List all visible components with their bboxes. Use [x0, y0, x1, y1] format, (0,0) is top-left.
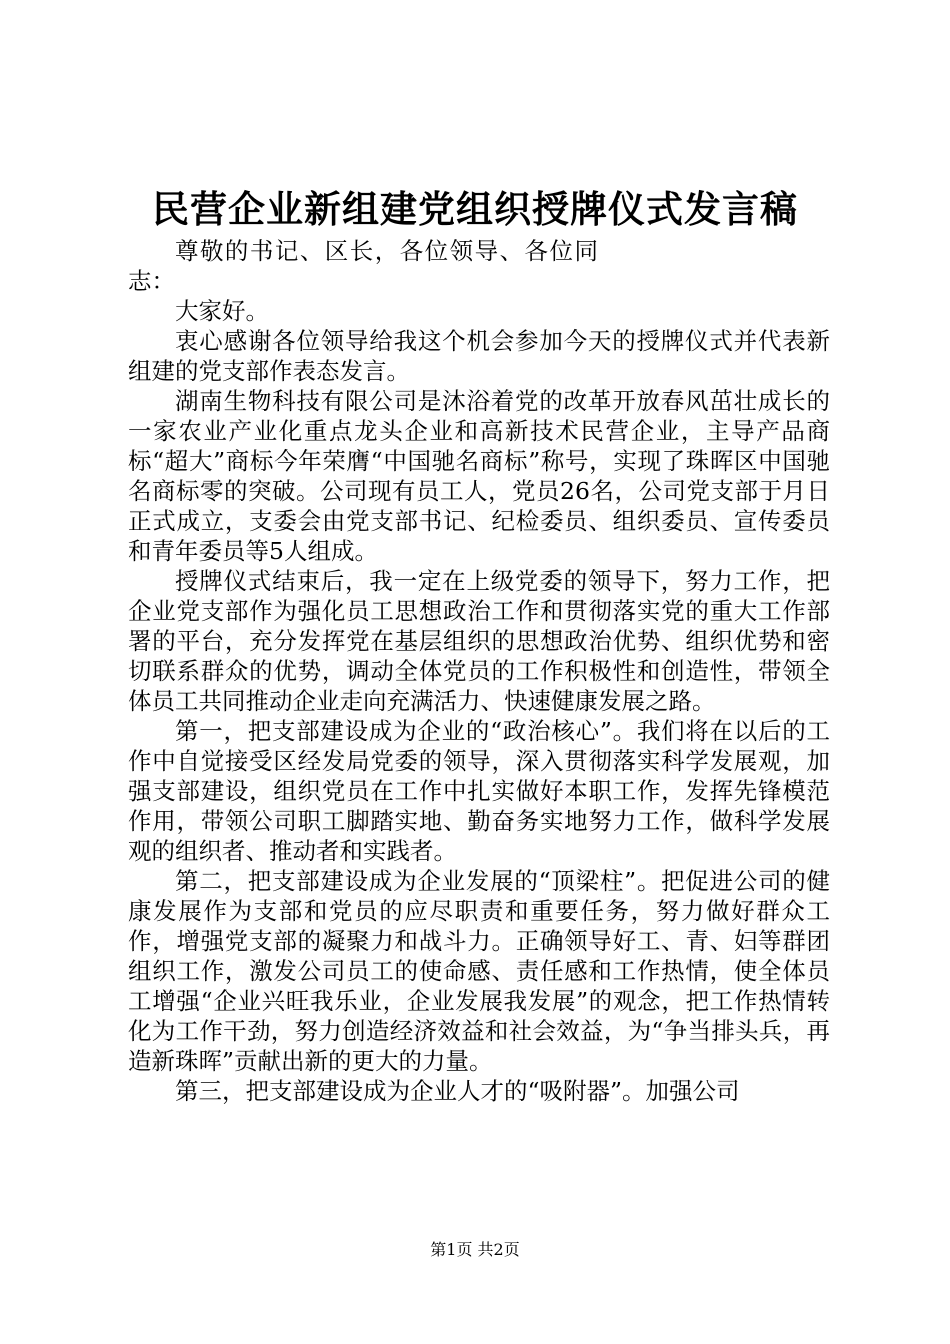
salutation: 尊敬的书记、区长，各位领导、各位同志：	[128, 237, 598, 295]
paragraph-thanks: 衷心感谢各位领导给我这个机会参加今天的授牌仪式并代表新组建的党支部作表态发言。	[128, 327, 830, 385]
paragraph-point-one: 第一，把支部建设成为企业的“政治核心”。我们将在以后的工作中自觉接受区经发局党委的领导，深入贯彻落实科学发展观，加强支部建设，组织党员在工作中扎实做好本职工作，发挥先锋模范作用，带领公司职工脚踏实地、勤奋务实地努力工作，做科学发展观的组织者、推动者和实践者。	[128, 717, 830, 865]
document-body	[128, 236, 830, 1106]
paragraph-point-three: 第三，把支部建设成为企业人才的“吸附器”。加强公司	[175, 1077, 740, 1105]
paragraph-commitment: 授牌仪式结束后，我一定在上级党委的领导下，努力工作，把企业党支部作为强化员工思想政治工作和贯彻落实党的重大工作部署的平台，充分发挥党在基层组织的思想政治优势、组织优势和密切联系群众的优势，调动全体党员的工作积极性和创造性，带领全体员工共同推动企业走向充满活力、快速健康发展之路。	[128, 567, 830, 715]
paragraph-point-two: 第二，把支部建设成为企业发展的“顶梁柱”。把促进公司的健康发展作为支部和党员的应尽职责和重要任务，努力做好群众工作，增强党支部的凝聚力和战斗力。正确领导好工、青、妇等群团组织工作，激发公司员工的使命感、责任感和工作热情，使全体员工增强“企业兴旺我乐业，企业发展我发展”的观念，把工作热情转化为工作干劲，努力创造经济效益和社会效益，为“争当排头兵，再造新珠晖”贡献出新的更大的力量。	[128, 867, 830, 1075]
page-number: 第1页 共2页	[430, 1240, 520, 1259]
paragraph-company-intro: 湖南生物科技有限公司是沐浴着党的改革开放春风茁壮成长的一家农业产业化重点龙头企业和高新技术民营企业，主导产品商标“超大”商标今年荣膺“中国驰名商标”称号，实现了珠晖区中国驰名商标零的突破。公司现有员工人，党员26名，公司党支部于月日正式成立，支委会由党支部书记、纪检委员、组织委员、宣传委员和青年委员等5人组成。	[128, 387, 830, 565]
greeting: 大家好。	[175, 297, 269, 325]
document-title: 民营企业新组建党组织授牌仪式发言稿	[152, 187, 798, 231]
